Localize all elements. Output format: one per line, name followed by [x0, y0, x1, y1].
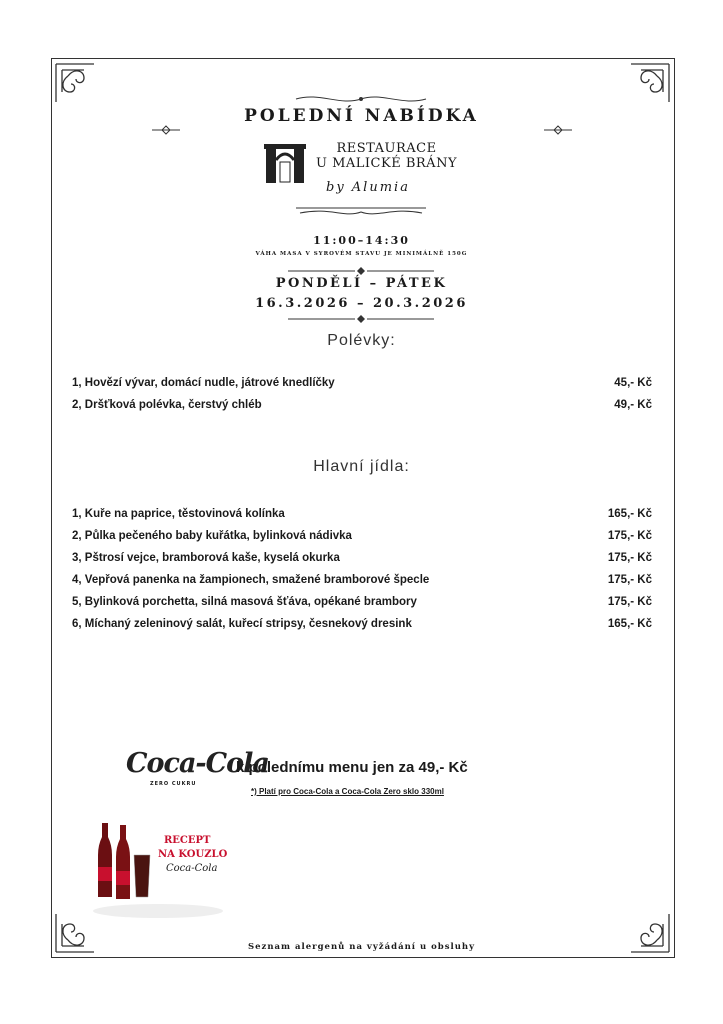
- page-title: POLEDNÍ NABÍDKA: [244, 106, 479, 126]
- dish-name: 3, Pštrosí vejce, bramborová kaše, kyselá okurka: [72, 552, 340, 564]
- coca-cola-sub: ZERO CUKRU: [150, 781, 197, 787]
- dish-name: 2, Dršťková polévka, čerstvý chléb: [72, 399, 262, 411]
- recept-text: RECEPT: [164, 835, 211, 846]
- soups-heading: Polévky:: [327, 332, 396, 349]
- restaurant-name-line1: RESTAURACE: [336, 141, 437, 156]
- dish-name: 4, Vepřová panenka na žampionech, smažené bramborové špecle: [72, 574, 430, 586]
- list-item: [72, 530, 652, 542]
- mains-heading: Hlavní jídla:: [313, 458, 410, 475]
- dish-price: 175,- Kč: [607, 552, 652, 564]
- dish-price: 165,- Kč: [607, 508, 652, 520]
- list-item: [72, 552, 652, 564]
- gate-logo-icon: [262, 140, 308, 186]
- meat-weight-note: VÁHA MASA V SYROVÉM STAVU JE MINIMÁLNĚ 150G: [255, 251, 468, 257]
- side-ornament-icon: [152, 125, 180, 135]
- dish-price: 175,- Kč: [607, 596, 652, 608]
- dish-name: 1, Kuře na paprice, těstovinová kolínka: [72, 508, 285, 520]
- opening-hours: 11:00–14:30: [313, 234, 410, 247]
- list-item: [72, 574, 652, 586]
- coca-cola-logo: Coca-Cola: [126, 748, 269, 779]
- dish-price: 49,- Kč: [614, 399, 652, 411]
- list-item: [72, 377, 652, 389]
- week-days: PONDĚLÍ – PÁTEK: [275, 276, 448, 291]
- drink-offer: k polednímu menu jen za 49,- Kč: [236, 759, 468, 776]
- drink-offer-note: *) Platí pro Coca-Cola a Coca-Cola Zero sklo 330ml: [251, 787, 444, 796]
- week-dates: 16.3.2026 – 20.3.2026: [255, 296, 468, 311]
- coca-cola-image-text: Coca-Cola: [166, 863, 218, 874]
- top-flourish-icon: [0, 92, 723, 106]
- list-item: [72, 508, 652, 520]
- side-ornament-icon: [544, 125, 572, 135]
- coca-cola-bottles-image: [88, 815, 228, 920]
- restaurant-name: [316, 141, 457, 171]
- dish-price: 45,- Kč: [614, 377, 652, 389]
- brand-byline: by Alumia: [326, 180, 410, 195]
- dish-name: 5, Bylinková porchetta, silná masová šťáva, opékané brambory: [72, 596, 417, 608]
- dish-name: 2, Půlka pečeného baby kuřátka, bylinková nádivka: [72, 530, 352, 542]
- list-item: [72, 618, 652, 630]
- list-item: [72, 399, 652, 411]
- dish-price: 165,- Kč: [607, 618, 652, 630]
- dish-name: 6, Míchaný zeleninový salát, kuřecí stripsy, česnekový dresink: [72, 618, 412, 630]
- allergens-note: Seznam alergenů na vyžádání u obsluhy: [247, 942, 476, 952]
- dish-price: 175,- Kč: [607, 574, 652, 586]
- dates-divider-icon: [0, 314, 723, 328]
- dish-price: 175,- Kč: [607, 530, 652, 542]
- header-divider-icon: [0, 204, 723, 218]
- dish-name: 1, Hovězí vývar, domácí nudle, játrové knedlíčky: [72, 377, 335, 389]
- na-kouzlo-text: NA KOUZLO: [158, 849, 228, 860]
- list-item: [72, 596, 652, 608]
- restaurant-name-line2: U MALICKÉ BRÁNY: [316, 156, 458, 171]
